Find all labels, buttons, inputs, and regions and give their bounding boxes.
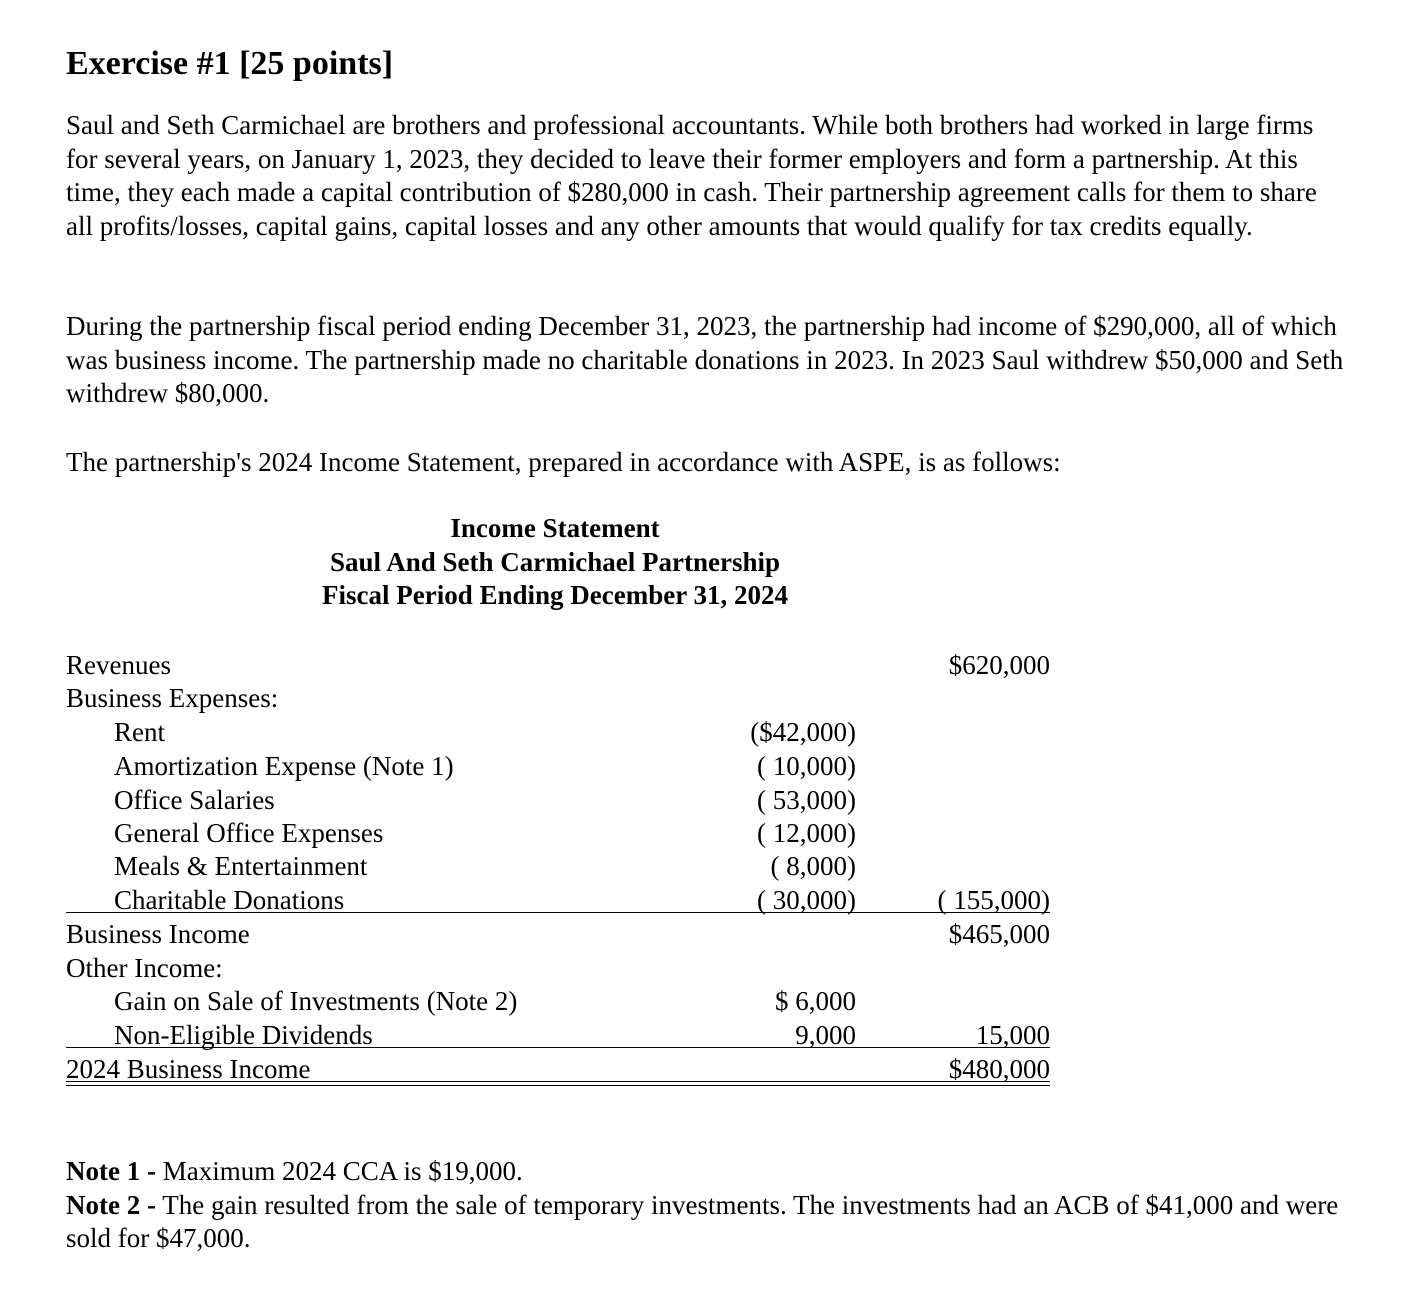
row-general-office <box>66 817 1050 850</box>
final-double-rule <box>66 1081 1050 1086</box>
row-label: 2024 Business Income <box>66 1054 311 1084</box>
note-1 <box>66 1155 1356 1189</box>
row-label: Amortization Expense (Note 1) <box>114 751 454 781</box>
subtotal-rule <box>66 912 1050 913</box>
row-amount: ($42,000) <box>750 717 856 747</box>
row-label: Business Expenses: <box>66 683 279 713</box>
row-other-income-header <box>66 952 1050 985</box>
other-income-rule <box>66 1047 1050 1048</box>
row-amount: 9,000 <box>795 1020 856 1050</box>
row-amount: ( 8,000) <box>770 851 856 881</box>
row-business-income <box>66 918 1050 951</box>
note-label: Note 2 - <box>66 1189 156 1220</box>
exercise-title: Exercise #1 [25 points] <box>66 45 394 82</box>
row-label: Revenues <box>66 650 171 680</box>
row-business-expenses-header <box>66 682 1050 715</box>
row-revenues <box>66 649 1050 682</box>
statement-title: Income Statement <box>450 513 660 543</box>
row-label: Business Income <box>66 919 250 949</box>
statement-entity: Saul And Seth Carmichael Partnership <box>329 546 781 577</box>
intro-paragraph: Saul and Seth Carmichael are brothers and professional accountants. While both brothers had worked in large firms for several years, on January 1, 2023, they decided to leave their former employers and form a partnership. At this time, they each made a capital contribution of $280,000 in cash. Their partnership agreement calls for them to share all profits/losses, capital gains, capital losses and any other amounts that would qualify for tax credits equally. <box>66 110 1317 241</box>
row-amortization <box>66 750 1050 783</box>
row-total: ( 155,000) <box>937 885 1050 915</box>
note-label: Note 1 - <box>66 1156 156 1186</box>
row-label: General Office Expenses <box>114 818 384 848</box>
row-office-salaries <box>66 784 1050 817</box>
row-amount: ( 12,000) <box>757 818 856 848</box>
row-total: $480,000 <box>948 1054 1050 1084</box>
row-label: Non-Eligible Dividends <box>114 1020 373 1050</box>
note-2 <box>66 1189 1356 1256</box>
row-label: Rent <box>114 717 165 747</box>
note-text: Maximum 2024 CCA is $19,000. <box>155 1156 523 1186</box>
row-total: $620,000 <box>948 650 1050 680</box>
row-gain-on-sale <box>66 985 1050 1018</box>
notes-section <box>66 1155 1356 1256</box>
row-label: Meals & Entertainment <box>114 851 368 881</box>
row-amount: ( 53,000) <box>757 785 856 815</box>
row-amount: ( 30,000) <box>757 885 856 915</box>
row-total: 15,000 <box>975 1020 1050 1050</box>
fiscal-2023-paragraph: During the partnership fiscal period ending December 31, 2023, the partnership had income of $290,000, all of which was business income. The partnership made no charitable donations in 2023. In 2023 Saul withdrew $50,000 and Seth withdrew $80,000. <box>66 311 1344 408</box>
income-statement-heading <box>255 512 855 613</box>
row-label: Other Income: <box>66 953 223 983</box>
row-amount: $ 6,000 <box>775 986 856 1016</box>
row-label: Office Salaries <box>114 785 275 815</box>
row-label: Gain on Sale of Investments (Note 2) <box>114 986 518 1016</box>
row-meals <box>66 850 1050 883</box>
row-total: $465,000 <box>948 919 1050 949</box>
statement-intro-paragraph: The partnership's 2024 Income Statement, prepared in accordance with ASPE, is as follows: <box>66 447 1061 477</box>
row-label: Charitable Donations <box>114 885 345 915</box>
row-amount: ( 10,000) <box>757 751 856 781</box>
statement-period: Fiscal Period Ending December 31, 2024 <box>322 580 788 610</box>
note-text: The gain resulted from the sale of temporary investments. The investments had an ACB of $41,000 and were sold for $47,000. <box>66 1189 1339 1253</box>
row-rent <box>66 716 1050 749</box>
